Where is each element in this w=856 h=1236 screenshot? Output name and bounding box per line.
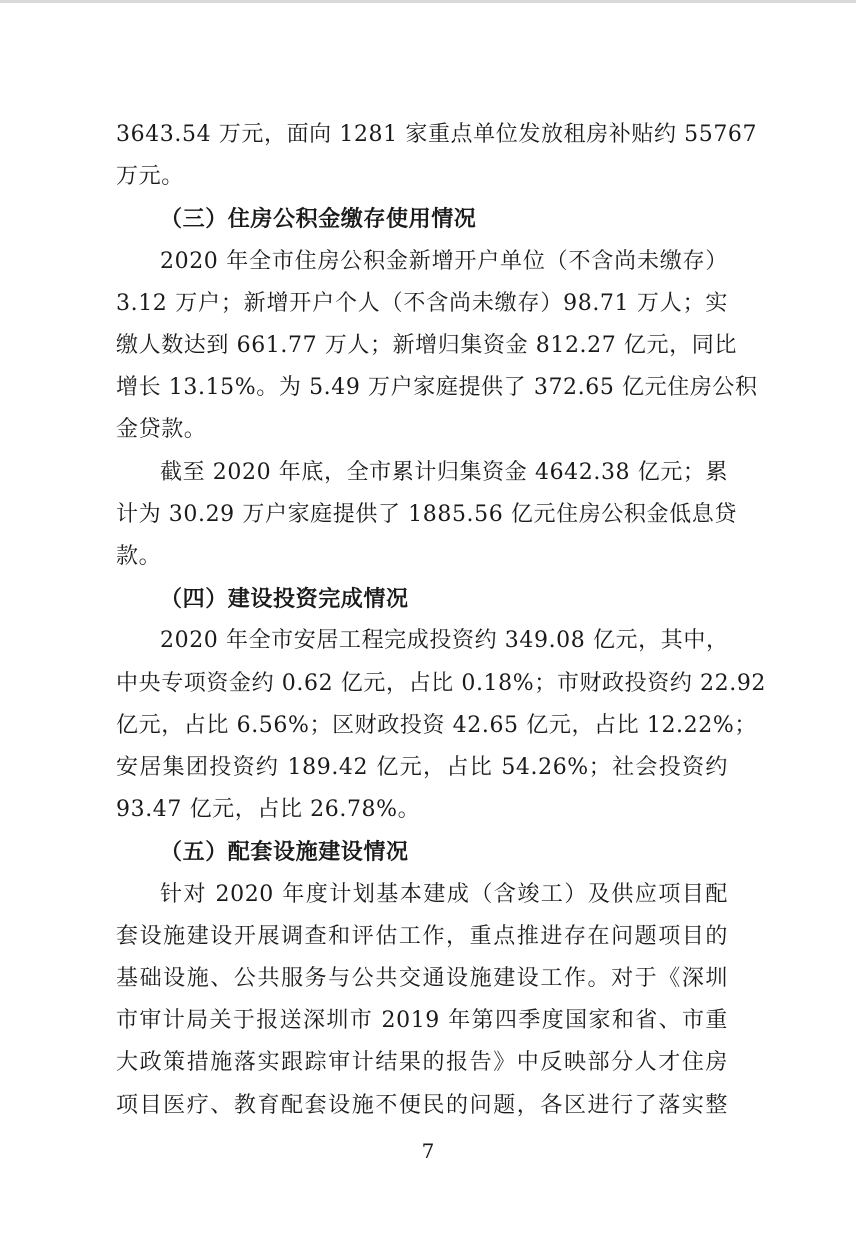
text-line: 金贷款。 [116, 417, 207, 443]
text-line: 2020 年全市住房公积金新增开户单位（不含尚未缴存） [160, 248, 728, 274]
text-line: 安居集团投资约 189.42 亿元，占比 54.26%；社会投资约 [116, 755, 728, 781]
text-line: 针对 2020 年度计划基本建成（含竣工）及供应项目配 [160, 881, 728, 907]
text-line: 3643.54 万元，面向 1281 家重点单位发放租房补贴约 55767 [116, 122, 758, 147]
section-heading-facilities: （五）配套设施建设情况 [160, 839, 409, 866]
text-line: 亿元，占比 6.56%；区财政投资 42.65 亿元，占比 12.22%； [116, 712, 757, 738]
paragraph-housing-fund-cumulative [116, 452, 737, 579]
text-line: 市审计局关于报送深圳市 2019 年第四季度国家和省、市重 [116, 1008, 728, 1034]
text-line: 项目医疗、教育配套设施不便民的问题，各区进行了落实整 [116, 1092, 728, 1118]
text-line: 截至 2020 年底，全市累计归集资金 4642.38 亿元；累 [160, 459, 729, 485]
document-body [116, 114, 767, 1127]
top-edge-rule [0, 0, 856, 3]
page-number: 7 [421, 1139, 435, 1163]
text-line: 套设施建设开展调查和评估工作，重点推进存在问题项目的 [116, 923, 728, 949]
text-line: 2020 年全市安居工程完成投资约 349.08 亿元，其中， [160, 628, 729, 654]
text-line: 款。 [116, 544, 162, 570]
text-line: 缴人数达到 661.77 万人；新增归集资金 812.27 亿元，同比 [116, 333, 737, 359]
text-line: 增长 13.15%。为 5.49 万户家庭提供了 372.65 亿元住房公积 [116, 375, 758, 401]
text-line: 基础设施、公共服务与公共交通设施建设工作。对于《深圳 [116, 966, 728, 992]
paragraph-housing-fund-2020 [116, 241, 758, 452]
text-line: 万元。 [116, 164, 184, 190]
section-heading-housing-fund: （三）住房公积金缴存使用情况 [160, 206, 477, 233]
paragraph-facilities [116, 874, 728, 1127]
paragraph-investment [116, 620, 767, 831]
paragraph-rent-subsidy [116, 114, 758, 198]
text-line: 大政策措施落实跟踪审计结果的报告》中反映部分人才住房 [116, 1050, 728, 1076]
text-line: 中央专项资金约 0.62 亿元，占比 0.18%；市财政投资约 22.92 [116, 670, 767, 696]
text-line: 计为 30.29 万户家庭提供了 1885.56 亿元住房公积金低息贷 [116, 501, 737, 527]
text-line: 3.12 万户；新增开户个人（不含尚未缴存）98.71 万人；实 [116, 290, 728, 316]
section-heading-investment: （四）建设投资完成情况 [160, 586, 409, 613]
text-line: 93.47 亿元，占比 26.78%。 [116, 797, 421, 823]
